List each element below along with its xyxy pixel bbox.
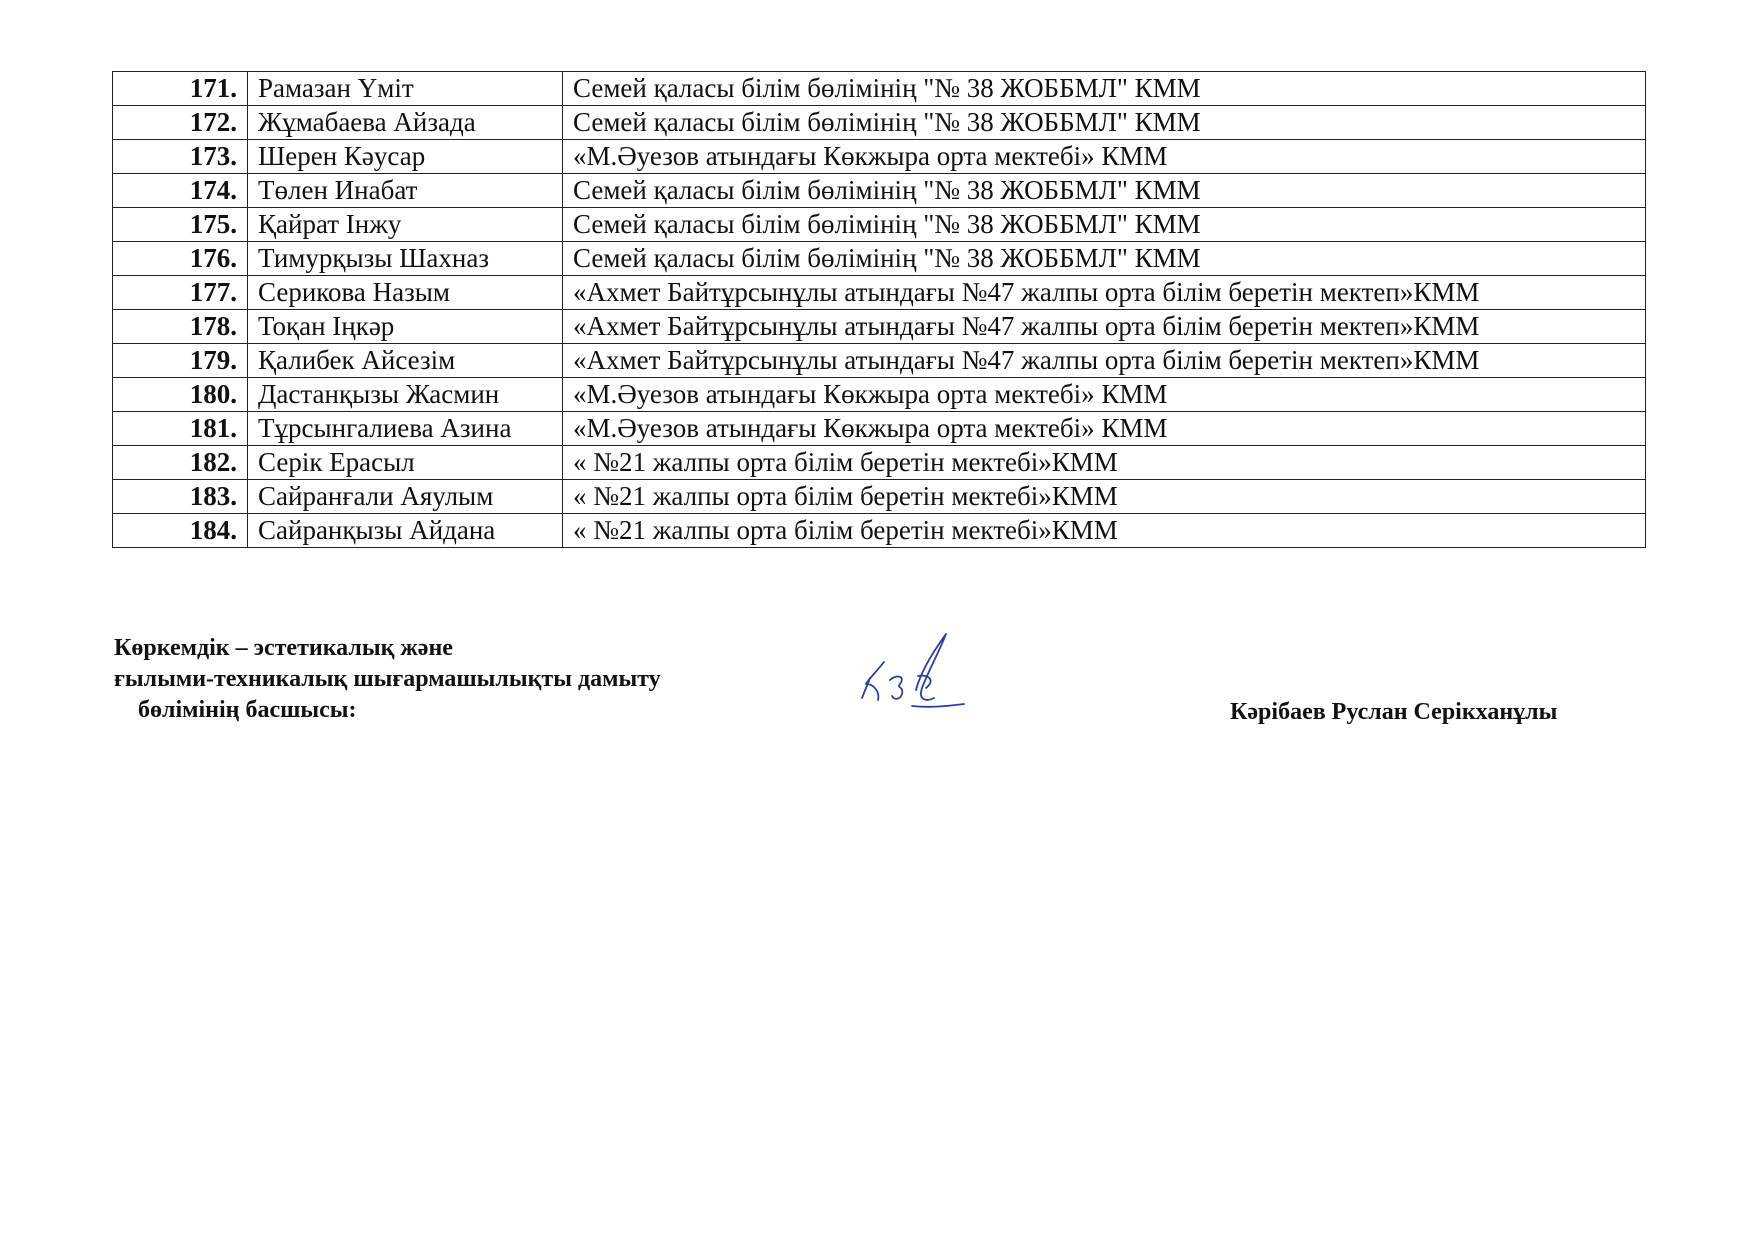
row-number: 178.: [113, 310, 248, 344]
school-name: « №21 жалпы орта білім беретін мектебі»КММ: [563, 514, 1646, 548]
school-name: «М.Әуезов атындағы Көкжыра орта мектебі» КММ: [563, 140, 1646, 174]
table-row: [113, 72, 1646, 106]
row-number: 184.: [113, 514, 248, 548]
table-row: [113, 378, 1646, 412]
table-row: [113, 412, 1646, 446]
table-row: [113, 140, 1646, 174]
table-row: [113, 514, 1646, 548]
participants-table: [112, 71, 1646, 548]
participant-name: Төлен Инабат: [248, 174, 563, 208]
table-row: [113, 276, 1646, 310]
row-number: 172.: [113, 106, 248, 140]
participant-name: Жұмабаева Айзада: [248, 106, 563, 140]
department-title-line: бөлімінің басшысы:: [138, 697, 357, 723]
row-number: 181.: [113, 412, 248, 446]
school-name: «Ахмет Байтұрсынұлы атындағы №47 жалпы орта білім беретін мектеп»КММ: [563, 310, 1646, 344]
table-row: [113, 446, 1646, 480]
school-name: Семей қаласы білім бөлімінің "№ 38 ЖОББМЛ" КММ: [563, 208, 1646, 242]
row-number: 176.: [113, 242, 248, 276]
school-name: « №21 жалпы орта білім беретін мектебі»КММ: [563, 480, 1646, 514]
signature-stroke: [912, 704, 964, 707]
table-row: [113, 310, 1646, 344]
department-title-line: Көркемдік – эстетикалық және: [114, 635, 453, 661]
participant-name: Тоқан Іңкәр: [248, 310, 563, 344]
participants-table-body: [113, 72, 1646, 548]
table-row: [113, 344, 1646, 378]
signature-image: [858, 628, 978, 718]
table-row: [113, 106, 1646, 140]
participant-name: Серикова Назым: [248, 276, 563, 310]
participant-name: Рамазан Үміт: [248, 72, 563, 106]
participant-name: Тұрсынгалиева Азина: [248, 412, 563, 446]
row-number: 180.: [113, 378, 248, 412]
school-name: Семей қаласы білім бөлімінің "№ 38 ЖОББМЛ" КММ: [563, 106, 1646, 140]
row-number: 174.: [113, 174, 248, 208]
table-row: [113, 174, 1646, 208]
participant-name: Сайранғали Аяулым: [248, 480, 563, 514]
school-name: «Ахмет Байтұрсынұлы атындағы №47 жалпы орта білім беретін мектеп»КММ: [563, 344, 1646, 378]
table-row: [113, 480, 1646, 514]
participant-name: Қалибек Айсезім: [248, 344, 563, 378]
school-name: «М.Әуезов атындағы Көкжыра орта мектебі» КММ: [563, 378, 1646, 412]
school-name: Семей қаласы білім бөлімінің "№ 38 ЖОББМЛ" КММ: [563, 174, 1646, 208]
signature-stroke: [866, 662, 884, 700]
participant-name: Шерен Кәусар: [248, 140, 563, 174]
row-number: 182.: [113, 446, 248, 480]
row-number: 183.: [113, 480, 248, 514]
row-number: 171.: [113, 72, 248, 106]
school-name: Семей қаласы білім бөлімінің "№ 38 ЖОББМЛ" КММ: [563, 242, 1646, 276]
department-title: [114, 633, 661, 726]
participant-name: Сайранқызы Айдана: [248, 514, 563, 548]
row-number: 179.: [113, 344, 248, 378]
row-number: 175.: [113, 208, 248, 242]
participant-name: Дастанқызы Жасмин: [248, 378, 563, 412]
table-row: [113, 208, 1646, 242]
school-name: Семей қаласы білім бөлімінің "№ 38 ЖОББМЛ" КММ: [563, 72, 1646, 106]
signature-stroke: [916, 634, 946, 700]
row-number: 177.: [113, 276, 248, 310]
participant-name: Тимурқызы Шахназ: [248, 242, 563, 276]
row-number: 173.: [113, 140, 248, 174]
head-name: Кәрібаев Руслан Серікханұлы: [1230, 699, 1558, 725]
school-name: « №21 жалпы орта білім беретін мектебі»КММ: [563, 446, 1646, 480]
school-name: «Ахмет Байтұрсынұлы атындағы №47 жалпы орта білім беретін мектеп»КММ: [563, 276, 1646, 310]
school-name: «М.Әуезов атындағы Көкжыра орта мектебі» КММ: [563, 412, 1646, 446]
signature-stroke: [890, 677, 902, 699]
participant-name: Қайрат Інжу: [248, 208, 563, 242]
participant-name: Серік Ерасыл: [248, 446, 563, 480]
table-row: [113, 242, 1646, 276]
department-title-line: ғылыми-техникалық шығармашылықты дамыту: [114, 666, 661, 692]
